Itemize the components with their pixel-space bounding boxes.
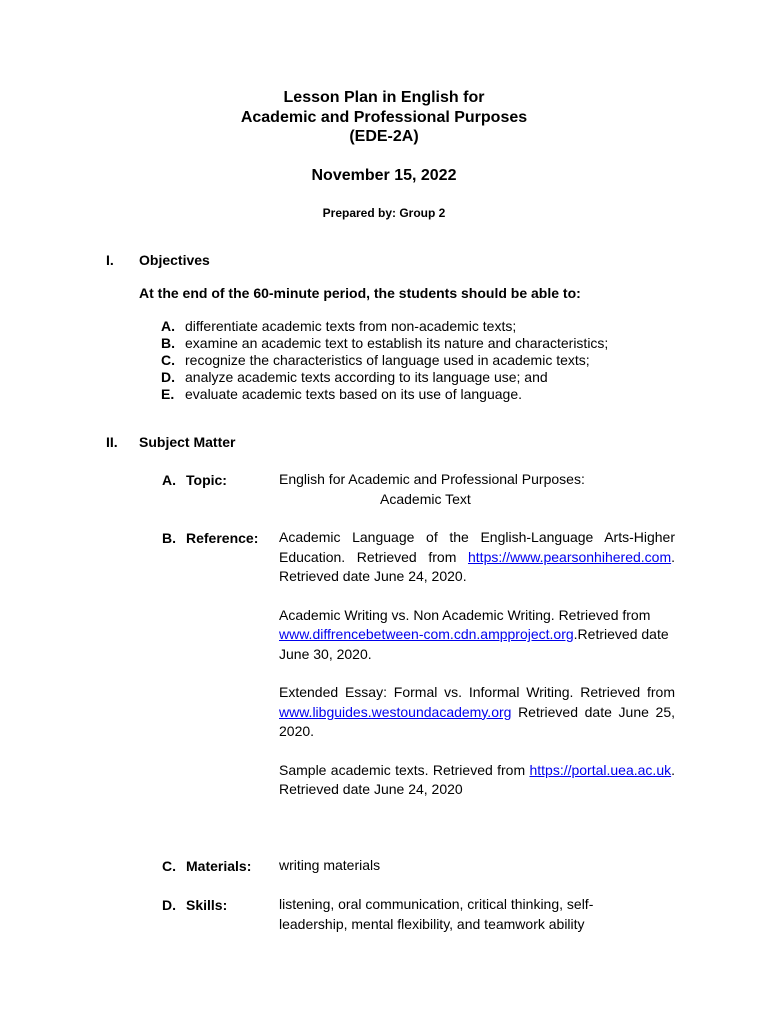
reference-text: Academic Language of the English-Language Arts-Higher Education. Retrieved from bbox=[279, 529, 675, 565]
prepared-by: Prepared by: Group 2 bbox=[322, 206, 446, 220]
topic-value bbox=[279, 470, 675, 509]
reference-entry bbox=[279, 683, 675, 742]
objective-letter: C. bbox=[161, 352, 175, 368]
skills-label-text: Skills: bbox=[186, 897, 228, 913]
document-course-code: (EDE-2A) bbox=[349, 128, 419, 145]
section-number-subject-matter: II. bbox=[106, 434, 118, 450]
reference-link[interactable]: https://www.pearsonhihered.com bbox=[468, 548, 672, 565]
reference-link[interactable]: www.libguides.westoundacademy.org bbox=[279, 703, 512, 720]
reference-entry bbox=[279, 528, 675, 587]
section-title-subject-matter: Subject Matter bbox=[139, 434, 236, 450]
topic-label-text: Topic: bbox=[186, 472, 227, 488]
reference-retrieved: Retrieved date June 25, 2020. bbox=[279, 703, 675, 739]
section-number-objectives: I. bbox=[106, 252, 114, 268]
topic-label bbox=[162, 472, 227, 488]
objective-text: examine an academic text to establish its nature and characteristics; bbox=[185, 335, 609, 351]
reference-entry bbox=[279, 606, 675, 665]
skills-label bbox=[162, 897, 227, 913]
objective-item bbox=[161, 369, 608, 386]
reference-text: Academic Writing vs. Non Academic Writing. Retrieved from bbox=[279, 606, 651, 623]
topic-line-1: English for Academic and Professional Purposes: bbox=[279, 471, 585, 487]
objective-item bbox=[161, 335, 608, 352]
reference-retrieved: . Retrieved date June 24, 2020. bbox=[279, 548, 675, 584]
reference-letter: B. bbox=[162, 530, 176, 546]
topic-line-2: Academic Text bbox=[380, 490, 471, 507]
reference-link[interactable]: https://portal.uea.ac.uk bbox=[529, 761, 672, 778]
reference-label bbox=[162, 530, 258, 546]
document-date: November 15, 2022 bbox=[311, 167, 457, 184]
materials-value: writing materials bbox=[279, 857, 381, 873]
topic-letter: A. bbox=[162, 472, 176, 488]
reference-label-text: Reference: bbox=[186, 530, 259, 546]
objectives-list bbox=[161, 318, 608, 403]
objective-letter: B. bbox=[161, 335, 175, 351]
objective-item bbox=[161, 386, 608, 403]
reference-text: Extended Essay: Formal vs. Informal Writing. Retrieved from bbox=[279, 684, 675, 700]
objective-text: evaluate academic texts based on its use of language. bbox=[185, 386, 522, 402]
objective-text: recognize the characteristics of language used in academic texts; bbox=[185, 352, 590, 368]
objective-text: analyze academic texts according to its language use; and bbox=[185, 369, 548, 385]
reference-list bbox=[279, 528, 675, 819]
reference-retrieved: . Retrieved date June 24, 2020 bbox=[279, 761, 675, 797]
objective-text: differentiate academic texts from non-academic texts; bbox=[185, 318, 517, 334]
reference-link[interactable]: www.diffrencebetween-com.cdn.ampproject.org bbox=[279, 626, 574, 642]
materials-letter: C. bbox=[162, 858, 176, 874]
objectives-lead: At the end of the 60-minute period, the students should be able to: bbox=[139, 285, 581, 301]
objective-item bbox=[161, 318, 608, 335]
objective-letter: D. bbox=[161, 369, 175, 385]
objective-letter: A. bbox=[161, 318, 175, 334]
section-title-objectives: Objectives bbox=[139, 252, 210, 268]
reference-text: Sample academic texts. Retrieved from bbox=[279, 761, 530, 778]
reference-retrieved: .Retrieved date June 30, 2020. bbox=[279, 626, 669, 662]
objective-item bbox=[161, 352, 608, 369]
document-title-line-2: Academic and Professional Purposes bbox=[240, 109, 528, 126]
materials-label bbox=[162, 858, 251, 874]
reference-entry bbox=[279, 761, 675, 800]
skills-letter: D. bbox=[162, 897, 176, 913]
objective-letter: E. bbox=[161, 386, 175, 402]
materials-label-text: Materials: bbox=[186, 858, 252, 874]
skills-value: listening, oral communication, critical thinking, self-leadership, mental flexibility, and teamwork ability bbox=[279, 896, 594, 932]
document-title-line-1: Lesson Plan in English for bbox=[283, 89, 485, 106]
